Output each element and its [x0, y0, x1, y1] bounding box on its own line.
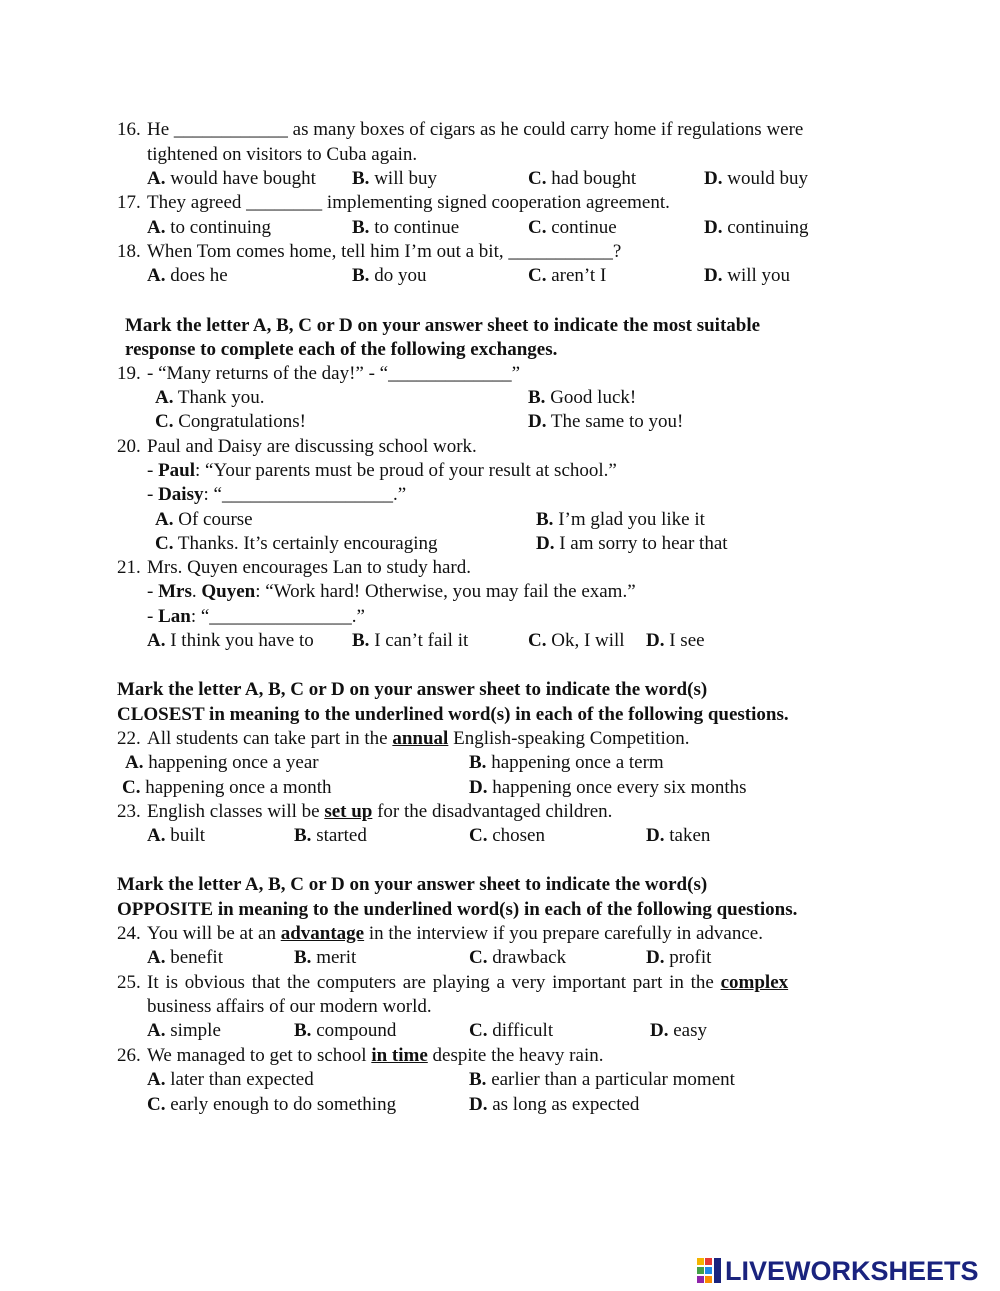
option-text: I am sorry to hear that — [559, 533, 728, 554]
option-text: easy — [673, 1020, 707, 1041]
question-number: 23. — [117, 801, 141, 822]
option-c[interactable] — [155, 410, 306, 434]
option-letter: C. — [528, 630, 547, 651]
speaker-name: Daisy — [158, 484, 204, 505]
question-text: They agreed ________ implementing signed cooperation agreement. — [147, 192, 670, 213]
option-d[interactable] — [536, 532, 728, 556]
option-b[interactable] — [352, 167, 437, 191]
option-b[interactable] — [528, 386, 636, 410]
option-letter: A. — [147, 1069, 166, 1090]
dialogue-text: : “__________________.” — [203, 484, 407, 505]
option-text: happening once a term — [491, 752, 664, 773]
option-letter: B. — [469, 752, 487, 773]
option-text: I see — [669, 630, 705, 651]
question-text: We managed to get to school — [147, 1045, 372, 1066]
option-letter: D. — [469, 777, 488, 798]
question-25 — [117, 971, 788, 995]
option-letter: C. — [147, 1094, 166, 1115]
dialogue-line: - Daisy: “__________________.” — [147, 484, 407, 505]
option-c[interactable] — [469, 946, 566, 970]
underlined-word: complex — [720, 972, 789, 993]
option-a[interactable] — [147, 216, 271, 240]
option-text: continue — [551, 217, 617, 238]
option-d[interactable] — [469, 776, 747, 800]
question-text: All students can take part in the — [147, 728, 393, 749]
question-text: despite the heavy rain. — [427, 1045, 604, 1066]
liveworksheets-logo — [697, 1254, 979, 1288]
option-text: merit — [316, 947, 357, 968]
option-d[interactable] — [704, 264, 790, 288]
option-b[interactable] — [294, 946, 356, 970]
option-text: started — [316, 825, 367, 846]
speaker-name: Paul — [158, 460, 196, 481]
speaker-name: Lan — [158, 606, 191, 627]
option-a[interactable] — [155, 386, 264, 410]
option-text: would have bought — [170, 168, 316, 189]
option-letter: C. — [469, 825, 488, 846]
option-text: Thanks. It’s certainly encouraging — [177, 533, 438, 554]
question-text: for the disadvantaged children. — [372, 801, 613, 822]
option-letter: D. — [704, 168, 723, 189]
option-letter: D. — [536, 533, 555, 554]
option-d[interactable] — [646, 629, 705, 653]
question-text: business affairs of our modern world. — [147, 996, 432, 1017]
option-c[interactable] — [528, 629, 625, 653]
option-letter: D. — [650, 1020, 669, 1041]
question-text: - “Many returns of the day!” - “_____________” — [147, 363, 521, 384]
section-instruction: CLOSEST in meaning to the underlined word(s) in each of the following questions. — [117, 704, 789, 725]
option-b[interactable] — [352, 264, 426, 288]
option-letter: A. — [147, 168, 166, 189]
question-number: 20. — [117, 436, 141, 457]
option-letter: C. — [122, 777, 141, 798]
question-24 — [117, 922, 763, 946]
option-text: I think you have to — [170, 630, 314, 651]
option-text: to continue — [374, 217, 460, 238]
question-text: English-speaking Competition. — [448, 728, 690, 749]
brand-text: LIVEWORKSHEETS — [725, 1255, 979, 1286]
option-text: early enough to do something — [170, 1094, 397, 1115]
question-text: It is obvious that the computers are playing a very important part in the — [147, 972, 721, 993]
option-letter: B. — [352, 168, 370, 189]
option-letter: B. — [536, 509, 554, 530]
question-number: 22. — [117, 728, 141, 749]
option-d[interactable] — [528, 410, 683, 434]
option-text: I’m glad you like it — [558, 509, 705, 530]
option-letter: A. — [147, 265, 166, 286]
option-letter: C. — [469, 1020, 488, 1041]
option-letter: D. — [646, 825, 665, 846]
question-18 — [117, 240, 621, 264]
question-25-cont — [147, 995, 432, 1019]
speaker-name: Mrs — [158, 581, 192, 602]
option-text: Ok, I will — [551, 630, 625, 651]
question-text: in the interview if you prepare carefully in advance. — [364, 923, 763, 944]
option-d[interactable] — [646, 946, 711, 970]
option-b[interactable] — [352, 629, 468, 653]
section-instruction: response to complete each of the following exchanges. — [125, 339, 558, 360]
option-d[interactable] — [704, 216, 809, 240]
option-a[interactable] — [125, 751, 319, 775]
option-b[interactable] — [294, 824, 367, 848]
question-21 — [117, 556, 471, 580]
option-text: difficult — [492, 1020, 554, 1041]
question-text: English classes will be — [147, 801, 325, 822]
option-a[interactable] — [147, 167, 316, 191]
option-text: had bought — [551, 168, 637, 189]
option-text: drawback — [492, 947, 567, 968]
option-b[interactable] — [536, 508, 705, 532]
option-text: I can’t fail it — [374, 630, 469, 651]
option-letter: C. — [155, 533, 174, 554]
option-b[interactable] — [352, 216, 459, 240]
option-text: simple — [170, 1020, 221, 1041]
option-letter: B. — [469, 1069, 487, 1090]
option-c[interactable] — [469, 824, 545, 848]
question-text: When Tom comes home, tell him I’m out a bit, ___________? — [147, 241, 622, 262]
question-text: tightened on visitors to Cuba again. — [147, 144, 418, 165]
option-text: profit — [669, 947, 712, 968]
question-number: 26. — [117, 1045, 141, 1066]
option-text: does he — [170, 265, 228, 286]
dialogue-line: - Mrs. Quyen: “Work hard! Otherwise, you may fail the exam.” — [147, 581, 636, 602]
option-text: benefit — [170, 947, 223, 968]
option-letter: C. — [528, 265, 547, 286]
option-letter: C. — [528, 168, 547, 189]
option-letter: C. — [469, 947, 488, 968]
option-c[interactable] — [528, 264, 606, 288]
question-22 — [117, 727, 690, 751]
underlined-word: set up — [324, 801, 373, 822]
question-text: You will be at an — [147, 923, 281, 944]
option-text: continuing — [727, 217, 809, 238]
option-letter: D. — [704, 265, 723, 286]
underlined-word: in time — [371, 1045, 428, 1066]
section-instruction: Mark the letter A, B, C or D on your answer sheet to indicate the word(s) — [117, 874, 708, 895]
question-number: 21. — [117, 557, 141, 578]
dialogue-text: : “Work hard! Otherwise, you may fail the exam.” — [255, 581, 636, 602]
dialogue-text: : “_______________.” — [190, 606, 365, 627]
option-a[interactable] — [147, 1068, 314, 1092]
option-a[interactable] — [147, 1019, 221, 1043]
dialogue-line: - Paul: “Your parents must be proud of your result at school.” — [147, 460, 617, 481]
option-d[interactable] — [646, 824, 710, 848]
option-letter: A. — [147, 1020, 166, 1041]
option-text: do you — [374, 265, 427, 286]
option-c[interactable] — [155, 532, 438, 556]
question-16-cont — [147, 143, 417, 167]
option-letter: A. — [147, 947, 166, 968]
option-letter: C. — [528, 217, 547, 238]
option-a[interactable] — [147, 824, 205, 848]
question-text: He ____________ as many boxes of cigars as he could carry home if regulations were — [147, 119, 804, 140]
section-instruction: Mark the letter A, B, C or D on your answer sheet to indicate the word(s) — [117, 679, 708, 700]
option-text: will buy — [374, 168, 437, 189]
option-a[interactable] — [147, 264, 228, 288]
option-letter: D. — [646, 630, 665, 651]
dialogue-text: : “Your parents must be proud of your result at school.” — [195, 460, 617, 481]
question-number: 16. — [117, 119, 141, 140]
option-text: compound — [316, 1020, 397, 1041]
option-text: built — [170, 825, 206, 846]
option-letter: A. — [147, 825, 166, 846]
option-a[interactable] — [147, 629, 314, 653]
option-letter: D. — [469, 1094, 488, 1115]
option-text: Good luck! — [550, 387, 637, 408]
option-text: taken — [669, 825, 711, 846]
speaker-name: Quyen — [201, 581, 256, 602]
underlined-word: annual — [392, 728, 449, 749]
option-b[interactable] — [294, 1019, 396, 1043]
option-letter: A. — [155, 387, 174, 408]
question-number: 18. — [117, 241, 141, 262]
option-letter: A. — [147, 630, 166, 651]
option-text: happening once a month — [145, 777, 332, 798]
option-text: would buy — [727, 168, 808, 189]
option-letter: B. — [352, 217, 370, 238]
option-d[interactable] — [704, 167, 808, 191]
option-letter: B. — [352, 630, 370, 651]
option-text: aren’t I — [551, 265, 607, 286]
option-d[interactable] — [469, 1093, 639, 1117]
question-26 — [117, 1044, 603, 1068]
option-letter: B. — [294, 1020, 312, 1041]
option-d[interactable] — [650, 1019, 707, 1043]
option-letter: B. — [352, 265, 370, 286]
question-number: 17. — [117, 192, 141, 213]
question-16 — [117, 118, 803, 142]
option-text: later than expected — [170, 1069, 314, 1090]
option-b[interactable] — [469, 1068, 735, 1092]
option-text: to continuing — [170, 217, 272, 238]
option-letter: D. — [704, 217, 723, 238]
question-19 — [117, 362, 520, 386]
option-letter: B. — [294, 947, 312, 968]
dialogue-line: - Lan: “_______________.” — [147, 606, 365, 627]
option-c[interactable] — [528, 216, 617, 240]
option-text: earlier than a particular moment — [491, 1069, 735, 1090]
underlined-word: advantage — [280, 923, 365, 944]
option-text: as long as expected — [492, 1094, 640, 1115]
question-number: 24. — [117, 923, 141, 944]
option-text: happening once a year — [148, 752, 319, 773]
option-letter: A. — [155, 509, 174, 530]
question-number: 19. — [117, 363, 141, 384]
option-text: happening once every six months — [492, 777, 747, 798]
question-17 — [117, 191, 670, 215]
option-letter: B. — [528, 387, 546, 408]
option-a[interactable] — [147, 946, 223, 970]
option-letter: B. — [294, 825, 312, 846]
question-text: Paul and Daisy are discussing school work. — [147, 436, 477, 457]
option-letter: A. — [125, 752, 144, 773]
option-letter: A. — [147, 217, 166, 238]
option-a[interactable] — [155, 508, 253, 532]
option-c[interactable] — [147, 1093, 396, 1117]
section-instruction: OPPOSITE in meaning to the underlined word(s) in each of the following questions. — [117, 899, 798, 920]
option-text: Congratulations! — [178, 411, 306, 432]
question-number: 25. — [117, 972, 141, 993]
option-c[interactable] — [469, 1019, 553, 1043]
question-23 — [117, 800, 612, 824]
option-letter: C. — [155, 411, 174, 432]
option-c[interactable] — [122, 776, 332, 800]
option-text: chosen — [492, 825, 545, 846]
question-text: Mrs. Quyen encourages Lan to study hard. — [147, 557, 471, 578]
option-letter: D. — [528, 411, 547, 432]
option-text: will you — [727, 265, 791, 286]
option-text: Of course — [178, 509, 253, 530]
section-instruction: Mark the letter A, B, C or D on your answer sheet to indicate the most suitable — [125, 315, 761, 336]
liveworksheets-icon — [697, 1258, 721, 1284]
option-c[interactable] — [528, 167, 636, 191]
option-text: The same to you! — [550, 411, 684, 432]
option-letter: D. — [646, 947, 665, 968]
option-text: Thank you. — [177, 387, 265, 408]
option-b[interactable] — [469, 751, 664, 775]
question-20 — [117, 435, 477, 459]
